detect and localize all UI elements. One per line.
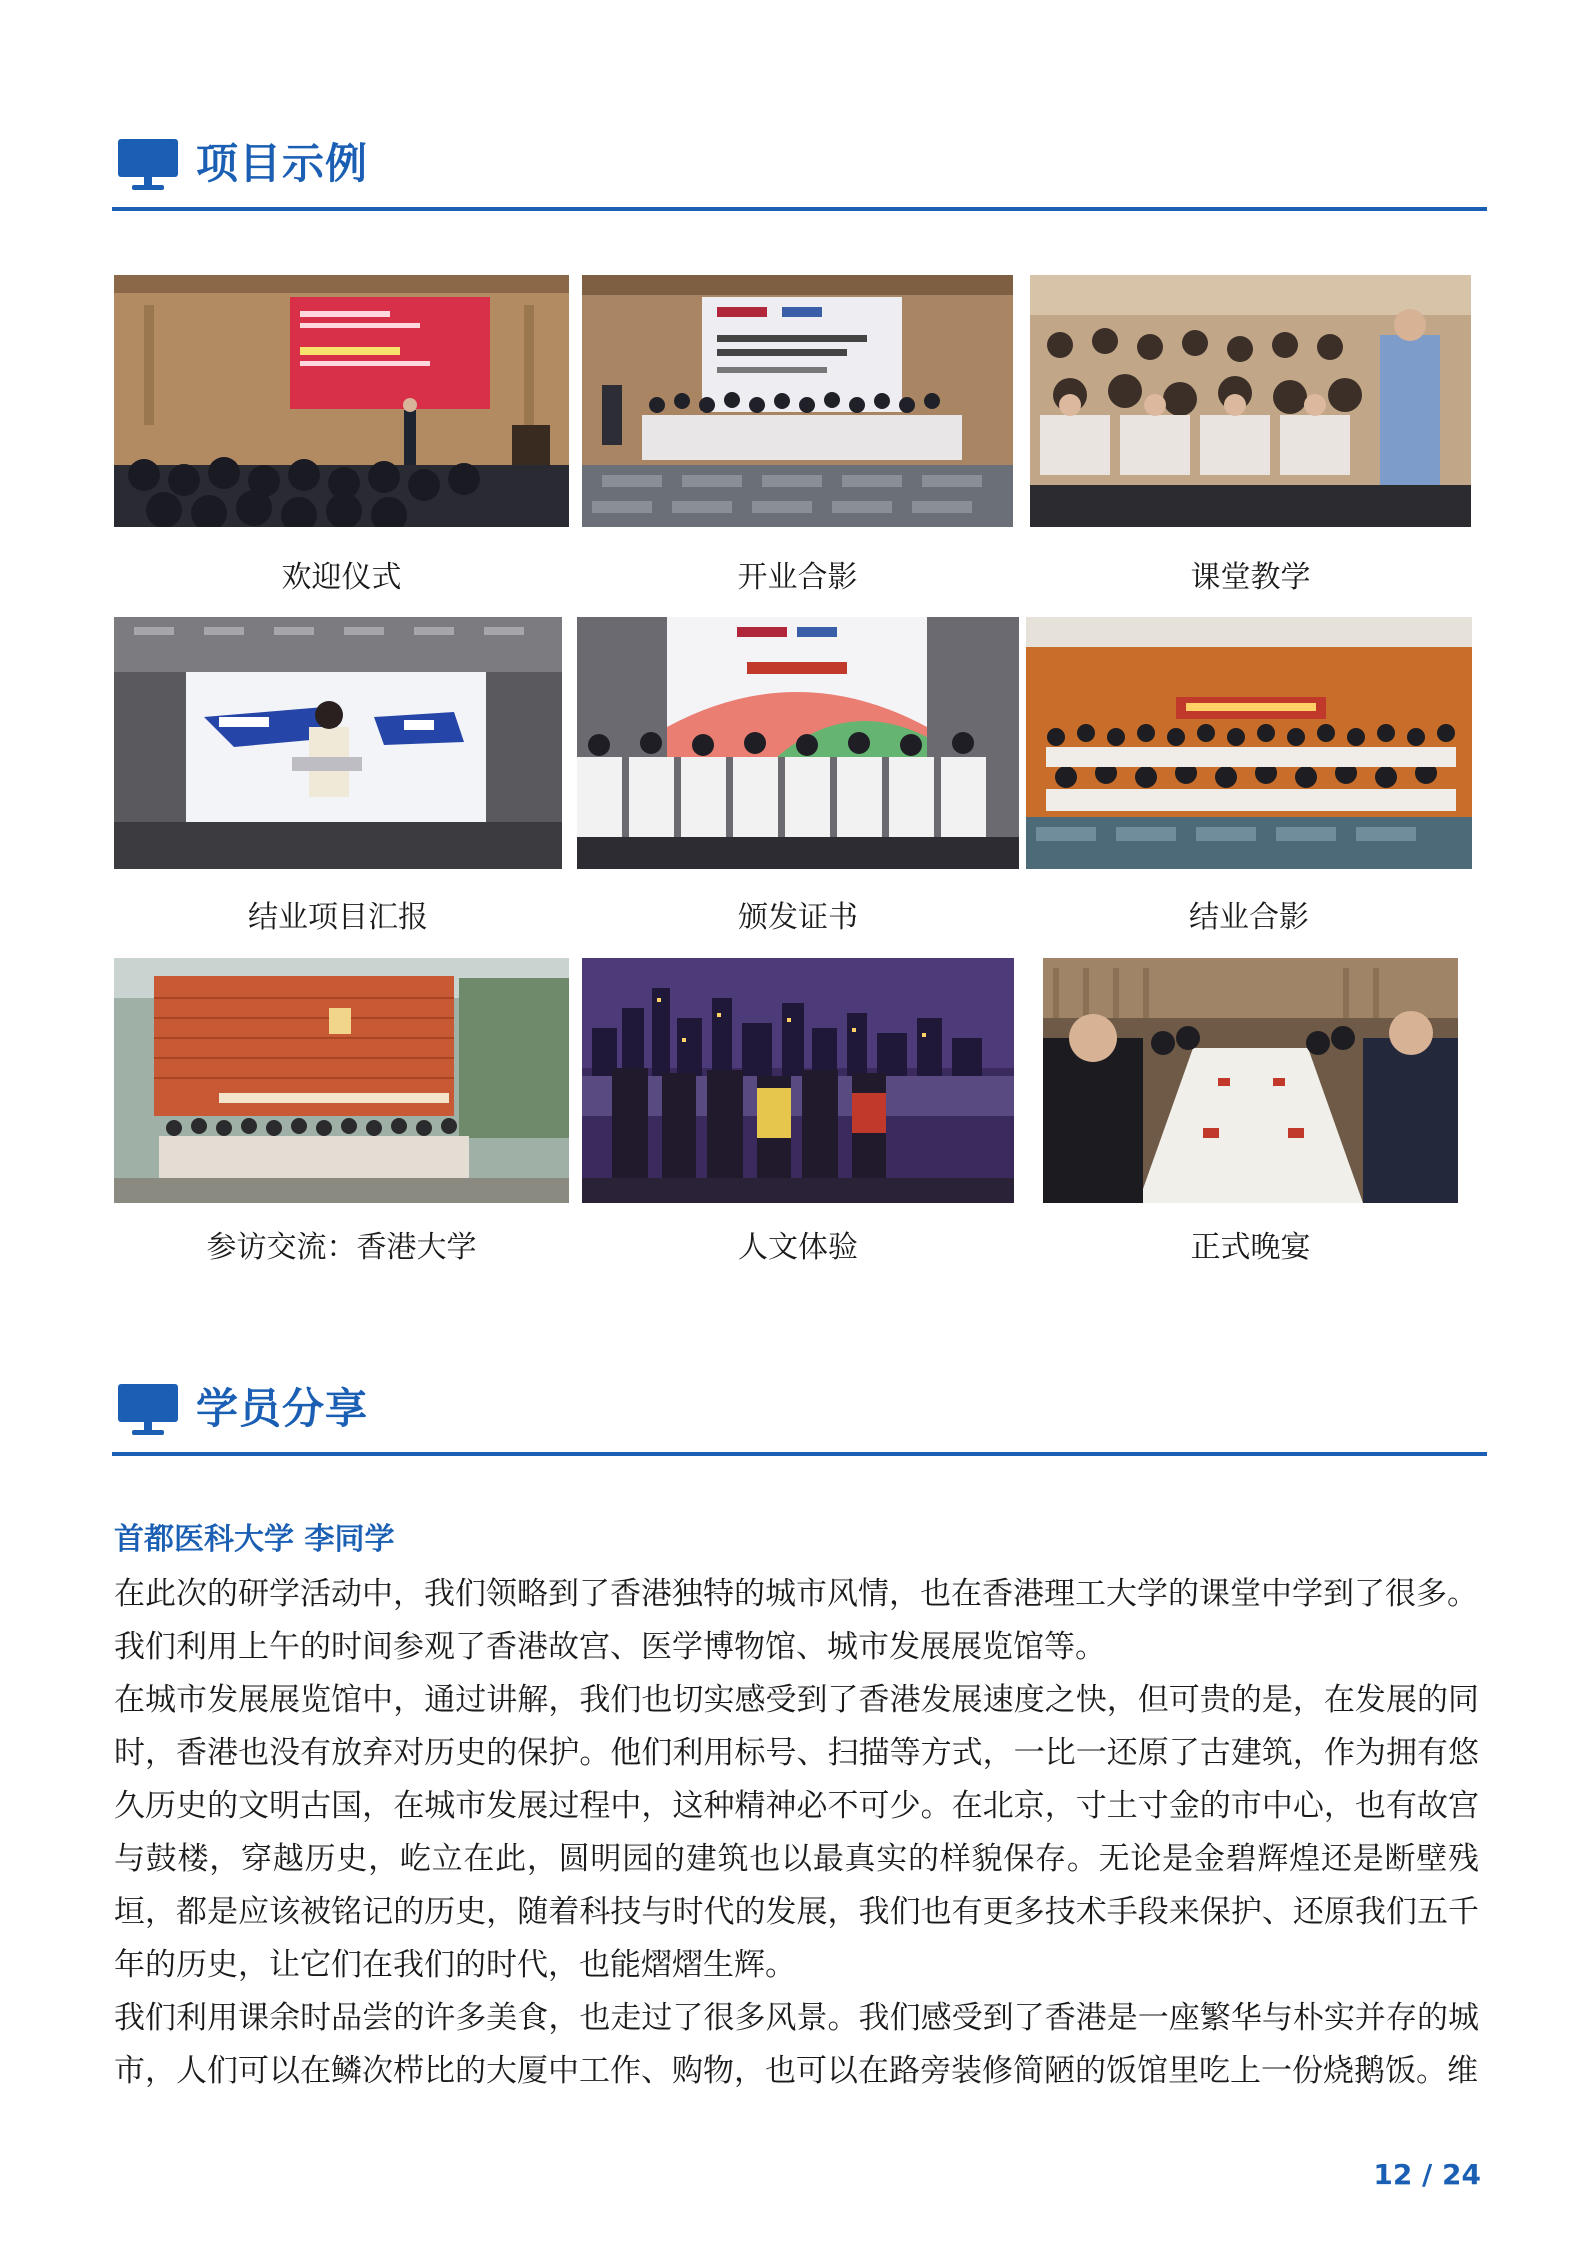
sharing-author: 首都医科大学 李同学 bbox=[114, 1522, 395, 1557]
sharing-paragraph: 我们利用上午的时间参观了香港故宫、医学博物馆、城市发展展览馆等。 bbox=[114, 1629, 1106, 1665]
section-title-examples: 项目示例 bbox=[196, 139, 369, 188]
section-header-sharing bbox=[112, 1380, 1487, 1470]
caption-opening-group: 开业合影 bbox=[737, 560, 858, 595]
caption-graduation-group: 结业合影 bbox=[1189, 900, 1309, 935]
section-title-sharing: 学员分享 bbox=[196, 1384, 369, 1433]
photo-cultural-experience bbox=[582, 958, 1014, 1203]
caption-formal-dinner: 正式晚宴 bbox=[1190, 1230, 1311, 1265]
section-divider bbox=[112, 207, 1487, 211]
caption-welcome-ceremony: 欢迎仪式 bbox=[281, 560, 402, 595]
sharing-body bbox=[114, 1568, 1479, 2098]
caption-cultural-experience: 人文体验 bbox=[738, 1230, 858, 1265]
caption-classroom-teaching: 课堂教学 bbox=[1190, 560, 1311, 595]
photo-formal-dinner bbox=[1043, 958, 1458, 1203]
caption-certificate-award: 颁发证书 bbox=[738, 900, 858, 935]
sharing-paragraph: 我们利用课余时品尝的许多美食，也走过了很多风景。我们感受到了香港是一座繁华与朴实并存的城市，人们可以在鳞次栉比的大厦中工作、购物，也可以在路旁装修简陋的饭馆里吃上一份烧鹅饭。维 bbox=[114, 2000, 1479, 2089]
monitor-icon bbox=[116, 137, 180, 193]
monitor-icon bbox=[116, 1382, 180, 1438]
photo-graduation-group bbox=[1026, 617, 1472, 869]
sharing-paragraph: 在此次的研学活动中，我们领略到了香港独特的城市风情，也在香港理工大学的课堂中学到了很多。 bbox=[114, 1576, 1478, 1612]
photo-opening-group bbox=[582, 275, 1013, 527]
page-number: 12 / 24 bbox=[1373, 2158, 1481, 2191]
photo-certificate-award bbox=[577, 617, 1019, 869]
photo-hku-visit bbox=[114, 958, 569, 1203]
photo-classroom-teaching bbox=[1030, 275, 1471, 527]
caption-final-project-report: 结业项目汇报 bbox=[248, 900, 428, 935]
caption-hku-visit: 参访交流：香港大学 bbox=[206, 1230, 477, 1265]
photo-final-project-report bbox=[114, 617, 562, 869]
section-divider bbox=[112, 1452, 1487, 1456]
sharing-paragraph: 在城市发展展览馆中，通过讲解，我们也切实感受到了香港发展速度之快，但可贵的是，在发展的同时，香港也没有放弃对历史的保护。他们利用标号、扫描等方式，一比一还原了古建筑，作为拥有悠久历史的文明古国，在城市发展过程中，这种精神必不可少。在北京，寸土寸金的市中心，也有故宫与鼓楼，穿越历史，屹立在此，圆明园的建筑也以最真实的样貌保存。无论是金碧辉煌还是断壁残垣，都是应该被铭记的历史，随着科技与时代的发展，我们也有更多技术手段来保护、还原我们五千年的历史，让它们在我们的时代，也能熠熠生辉。 bbox=[114, 1682, 1479, 1983]
section-header-examples bbox=[112, 135, 1487, 225]
photo-welcome-ceremony bbox=[114, 275, 569, 527]
